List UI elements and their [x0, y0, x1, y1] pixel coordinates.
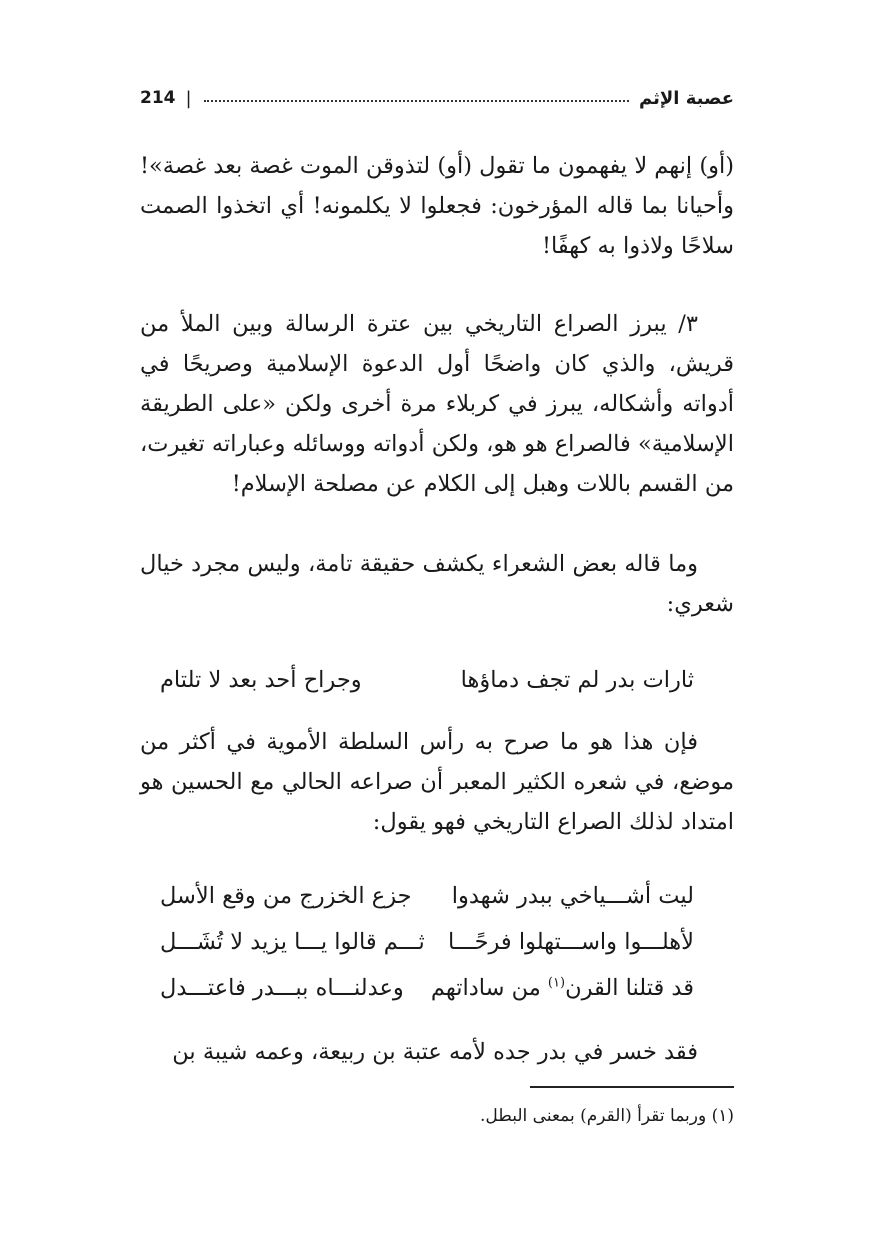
poem-line-3-first — [431, 968, 694, 1008]
poem-line-3-first-end: من ساداتهم — [430, 975, 548, 1001]
page-header — [140, 80, 734, 116]
footnote: (١) وربما تقرأ (القرم) بمعنى البطل. — [479, 1106, 734, 1126]
verse-second-hemistich: وجراح أحد بعد لا تلتام — [160, 667, 362, 693]
header-dotted-leader — [204, 100, 629, 102]
poem-line-3-second: وعدلنـــاه ببـــدر فاعتـــدل — [160, 975, 404, 1001]
footnote-divider — [530, 1086, 734, 1088]
paragraph-1: (أو) إنهم لا يفهمون ما تقول (أو) لتذوقن الموت غصة بعد غصة»! وأحيانا بما قاله المؤرخون: فجعلوا لا يكلمونه! أي اتخذوا الصمت سلاحًا ولاذوا به كهفًا! — [140, 153, 734, 259]
paragraph-4: فإن هذا هو ما صرح به رأس السلطة الأموية في أكثر من موضع، في شعره الكثير المعبر أن صراعه الحالي مع الحسين هو امتداد لذلك الصراع التاريخي فهو يقول: — [140, 729, 734, 835]
header-separator: | — [185, 87, 192, 109]
poem-line-1-second: جزع الخزرج من وقع الأسل — [160, 883, 412, 909]
page-number: 214 — [140, 88, 176, 108]
poem-line-2 — [140, 922, 734, 962]
footnote-marker[interactable]: (١) — [547, 975, 566, 991]
poem-line-3 — [140, 968, 734, 1008]
poem-line-1-first: ليت أشـــياخي ببدر شهدوا — [451, 883, 694, 909]
poem-line-2-first: لأهلـــوا واســـتهلوا فرحًـــا — [447, 929, 694, 955]
paragraph-2: ٣/ يبرز الصراع التاريخي بين عترة الرسالة وبين الملأ من قريش، والذي كان واضحًا أول الدعوة الإسلامية وصريحًا في أدواته وأشكاله، يبرز في كربلاء مرة أخرى ولكن «على الطريقة الإسلامية» فالصراع هو هو، ولكن أدواته ووسائله وعباراته تغيرت، من القسم باللات وهبل إلى الكلام عن مصلحة الإسلام! — [140, 311, 734, 497]
verse-line — [140, 660, 734, 700]
poem-line-3-first-start: قد قتلنا القرن — [565, 975, 694, 1001]
book-title: عصبة الإثم — [638, 87, 734, 109]
poem-line-2-second: ثـــم قالوا يـــا يزيد لا تُشَـــل — [160, 929, 425, 955]
verse-first-hemistich: ثارات بدر لم تجف دماؤها — [460, 667, 694, 693]
paragraph-5: فقد خسر في بدر جده لأمه عتبة بن ربيعة، وعمه شيبة بن — [172, 1039, 698, 1065]
poem-line-1 — [140, 876, 734, 916]
paragraph-3: وما قاله بعض الشعراء يكشف حقيقة تامة، وليس مجرد خيال شعري: — [140, 551, 734, 617]
